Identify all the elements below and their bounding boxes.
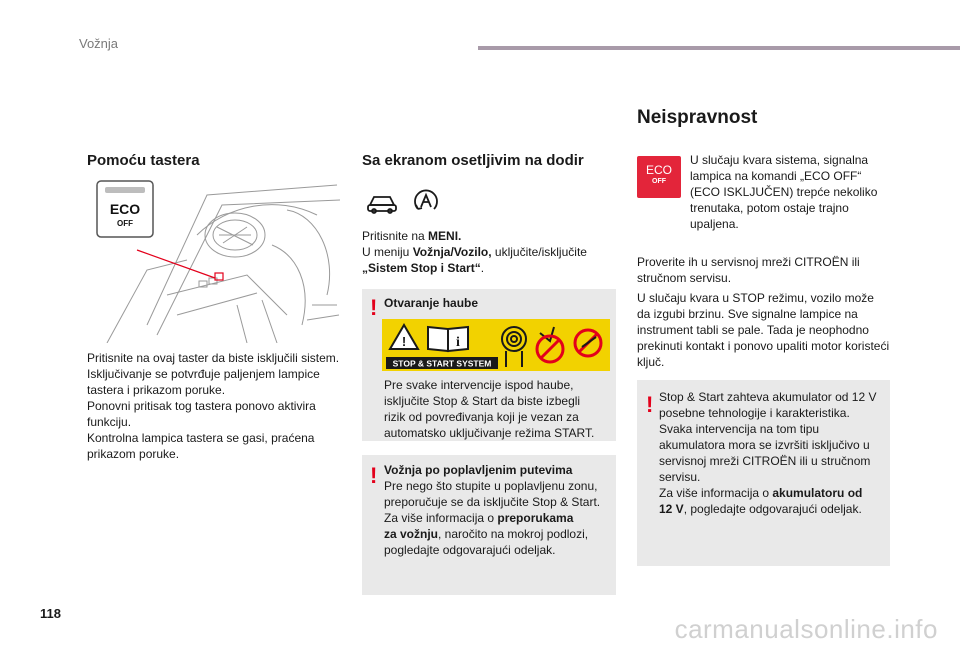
battery-line7-bold: akumulatoru od (772, 486, 863, 500)
col3-title: Neispravnost (637, 107, 758, 128)
flood-line4-text: , naročito na mokroj podlozi, (438, 527, 589, 541)
col3-para1-line: stručnom servisu. (637, 271, 732, 285)
manual-book-icon (428, 327, 468, 351)
belt-hazard-icon (502, 327, 526, 367)
warning-hood-line: automatsko uključivanje režima START. (384, 426, 595, 440)
col1-line: Pritisnite na ovaj taster da biste isključili sistem. (87, 351, 340, 365)
col1-line: tastera i prikazom poruke. (87, 383, 226, 397)
col1-line: funkciju. (87, 415, 132, 429)
col2-title: Sa ekranom osetljivim na dodir (362, 152, 584, 169)
warning-flood-line: pogledajte odgovarajući odeljak. (384, 543, 556, 557)
stop-start-warning-sign (382, 319, 610, 371)
col1-line: Kontrolna lampica tastera se gasi, praćena (87, 431, 315, 445)
warning-battery-line (659, 501, 887, 517)
warning-hood-line: isključite Stop & Start da biste izbegli (384, 394, 581, 408)
section-label: Vožnja (79, 36, 119, 51)
step2-suffix: uključite/isključite (491, 245, 587, 259)
caution-triangle-icon (390, 325, 418, 349)
warning-flood-title: Vožnja po poplavljenim putevima (384, 463, 573, 477)
auto-mode-icon (415, 190, 437, 209)
warning-hood-line: rizik od povređivanja koji je vezan za (384, 410, 579, 424)
stop-start-sign-label: STOP & START SYSTEM (392, 358, 492, 369)
dashboard-drawing (87, 175, 340, 343)
no-hands-icon (537, 327, 563, 362)
warning-battery-line (659, 485, 887, 501)
flood-line4-bold: za vožnju (384, 527, 439, 541)
page-number: 118 (40, 606, 61, 621)
col3-intro-line: lampica na komandi „ECO OFF“ (690, 169, 862, 183)
col3-para2-line: da izgubi brzinu. Sve signalne lampice na (637, 307, 858, 321)
warning-battery-line: servisu. (659, 470, 701, 484)
warning-flood-line (384, 526, 614, 542)
col3-para2 (637, 290, 902, 370)
flood-line3-bold: preporukama (497, 511, 574, 525)
col3-para2-line: U slučaju kvara u STOP režimu, vozilo može (637, 291, 874, 305)
col3-intro-line: (ECO ISKLJUČEN) trepće nekoliko (690, 185, 878, 199)
svg-text:!: ! (401, 334, 407, 349)
battery-line8-text: , pogledajte odgovarajući odeljak. (683, 502, 862, 516)
step1 (362, 228, 612, 244)
step2 (362, 244, 612, 260)
col1-line: Isključivanje se potvrđuje paljenjem lampice (87, 367, 320, 381)
warning-battery-text (659, 389, 887, 517)
warning-hood-line: Pre svake intervencije ispod haube, (384, 378, 574, 392)
col3-para2-line: ključ. (637, 355, 665, 369)
flood-line3-text: Za više informacija o (384, 511, 498, 525)
step3 (362, 260, 612, 276)
eco-button-sublabel: OFF (117, 219, 133, 228)
col3-intro-line: trenutaka, potom ostaje trajno (690, 201, 849, 215)
step3-suffix: . (480, 261, 485, 275)
battery-line8-bold: 12 V (659, 502, 684, 516)
step2-text: U meniju (362, 245, 413, 259)
warning-flood-line: preporučuje se da isključite Stop & Start. (384, 495, 601, 509)
warning-box-hood (362, 289, 616, 441)
eco-off-warning-lamp (637, 156, 681, 198)
svg-text:i: i (456, 335, 460, 350)
warning-flood-line (384, 510, 614, 526)
warning-battery-line: Svaka intervencija na tom tipu (659, 422, 820, 436)
step1-text: Pritisnite na (362, 229, 429, 243)
warning-hood-title: Otvaranje haube (384, 296, 479, 310)
warning-flood-line: Pre nego što stupite u poplavljenu zonu, (384, 479, 598, 493)
touchscreen-icons (366, 187, 446, 217)
col3-intro-line: U slučaju kvara sistema, signalna (690, 153, 869, 167)
menu-path: Vožnja/Vozilo, (412, 245, 492, 259)
col3-intro-line: upaljena. (690, 217, 739, 231)
eco-lamp-sublabel: OFF (652, 178, 666, 185)
warning-hood-text (384, 377, 612, 441)
warning-icon: ! (370, 463, 378, 488)
warning-battery-line: servisnoj mreži CITROËN ili u stručnom (659, 454, 871, 468)
watermark: carmanualsonline.info (674, 614, 938, 644)
dashboard-illustration (87, 175, 340, 343)
col1-title: Pomoću tastera (87, 152, 200, 169)
warning-battery-line: Stop & Start zahteva akumulator od 12 V (659, 390, 877, 404)
car-icon (368, 197, 396, 213)
col3-para1-line: Proverite ih u servisnoj mreži CITROËN ili (637, 255, 860, 269)
warning-icon: ! (370, 295, 378, 320)
col1-text (87, 350, 352, 462)
col3-intro (690, 152, 890, 232)
battery-line7-text: Za više informacija o (659, 486, 773, 500)
eco-button-label: ECO (109, 201, 141, 217)
warning-flood-text (384, 462, 614, 558)
col1-line: Ponovni pritisak tog tastera ponovo aktivira (87, 399, 316, 413)
no-tool-icon (575, 330, 601, 356)
system-name: „Sistem Stop i Start“ (362, 261, 481, 275)
col3-para1 (637, 254, 897, 286)
warning-battery-line: posebne tehnologije i karakteristika. (659, 406, 850, 420)
col3-para2-line: instrument tabli se pale. Tada je neophodno (637, 323, 869, 337)
warning-box-battery (637, 380, 890, 566)
col2-steps (362, 228, 612, 276)
col3-para2-line: prekinuti kontakt i ponovo upaliti motor koristeći (637, 339, 890, 353)
header-bar (478, 46, 960, 50)
col1-line: prikazom poruke. (87, 447, 180, 461)
eco-lamp-label: ECO (645, 163, 672, 177)
warning-icon: ! (646, 392, 654, 417)
warning-box-flood (362, 455, 616, 595)
menu-label: MENI. (428, 229, 462, 243)
warning-battery-line: akumulatora mora se izvršiti isključivo u (659, 438, 870, 452)
